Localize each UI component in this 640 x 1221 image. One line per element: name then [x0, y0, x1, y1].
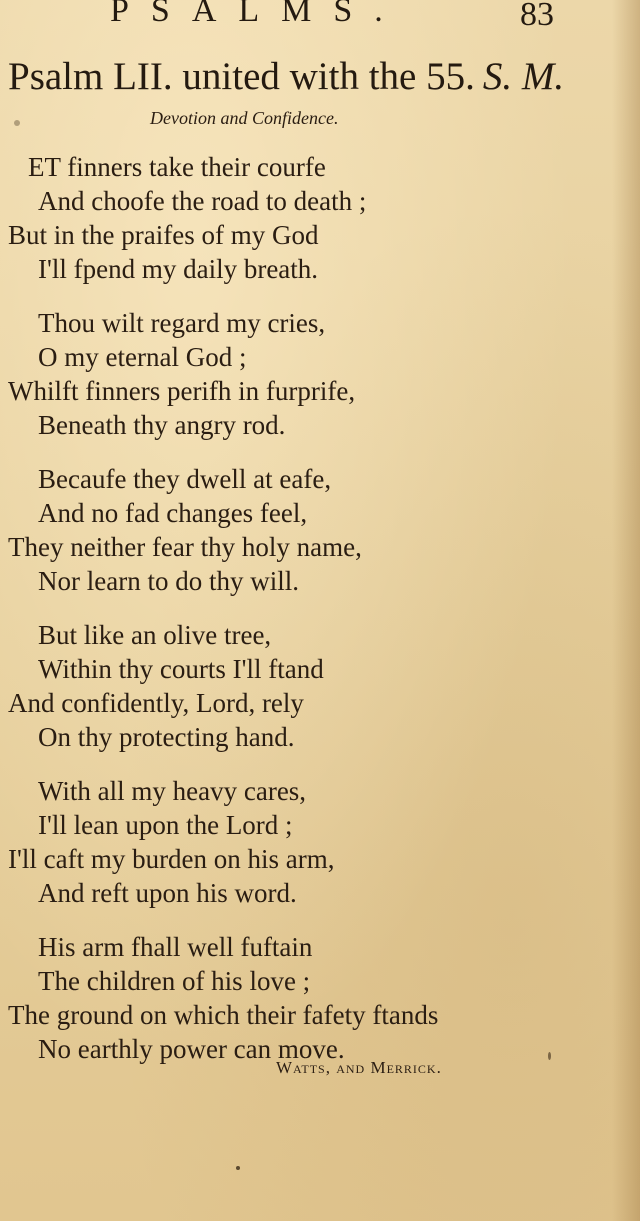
stanza-6 [0, 930, 640, 1066]
verse-line: Whilft finners perifh in furprife, [8, 376, 356, 406]
verse-line: Nor learn to do thy will. [38, 566, 299, 596]
verse-line: And choofe the road to death ; [38, 186, 367, 216]
page-number: 83 [520, 0, 554, 33]
verse-line: On thy protecting hand. [38, 722, 295, 752]
verse-line: Within thy courts I'll ftand [38, 654, 324, 684]
verse-line: With all my heavy cares, [38, 776, 307, 806]
psalm-meter: S. M. [482, 55, 565, 98]
verse-line: They neither fear thy holy name, [8, 532, 362, 562]
verse-line: I'll caft my burden on his arm, [8, 844, 335, 874]
verse-line: And no fad changes feel, [38, 498, 308, 528]
verse-line: But like an olive tree, [38, 620, 272, 650]
verse-line: O my eternal God ; [38, 342, 247, 372]
verse-line: ET finners take their courfe [28, 152, 326, 182]
verse-line: The ground on which their fafety ftands [8, 1000, 439, 1030]
psalm-title: Psalm LII. united with the 55. [8, 55, 475, 98]
verse-line: I'll lean upon the Lord ; [38, 810, 293, 840]
verse-line: Becaufe they dwell at eafe, [38, 464, 332, 494]
psalm-heading [0, 54, 640, 99]
stanza-5 [0, 774, 640, 910]
verse-line: Beneath thy angry rod. [38, 410, 286, 440]
running-head [0, 0, 640, 40]
verse-line: And confidently, Lord, rely [8, 688, 304, 718]
paper-speck [548, 1052, 551, 1060]
verse-line: But in the praifes of my God [8, 220, 319, 250]
stanza-4 [0, 618, 640, 754]
verse-line: His arm fhall well fuftain [38, 932, 313, 962]
paper-speck [236, 1166, 240, 1170]
verse-line: The children of his love ; [38, 966, 311, 996]
stanza-3 [0, 462, 640, 598]
psalm-subtitle: Devotion and Confidence. [150, 108, 339, 128]
verse-line: No earthly power can move. [38, 1034, 345, 1064]
hymn-attribution: Watts, and Merrick. [276, 1058, 442, 1077]
stanza-1 [0, 150, 640, 286]
verse-line: And reft upon his word. [38, 878, 297, 908]
verse-line: I'll fpend my daily breath. [38, 254, 319, 284]
verse-line: Thou wilt regard my cries, [38, 308, 326, 338]
paper-speck [14, 120, 20, 126]
stanza-2 [0, 306, 640, 442]
running-head-title: PSALMS. [110, 0, 405, 29]
hymn-body [0, 150, 640, 1086]
